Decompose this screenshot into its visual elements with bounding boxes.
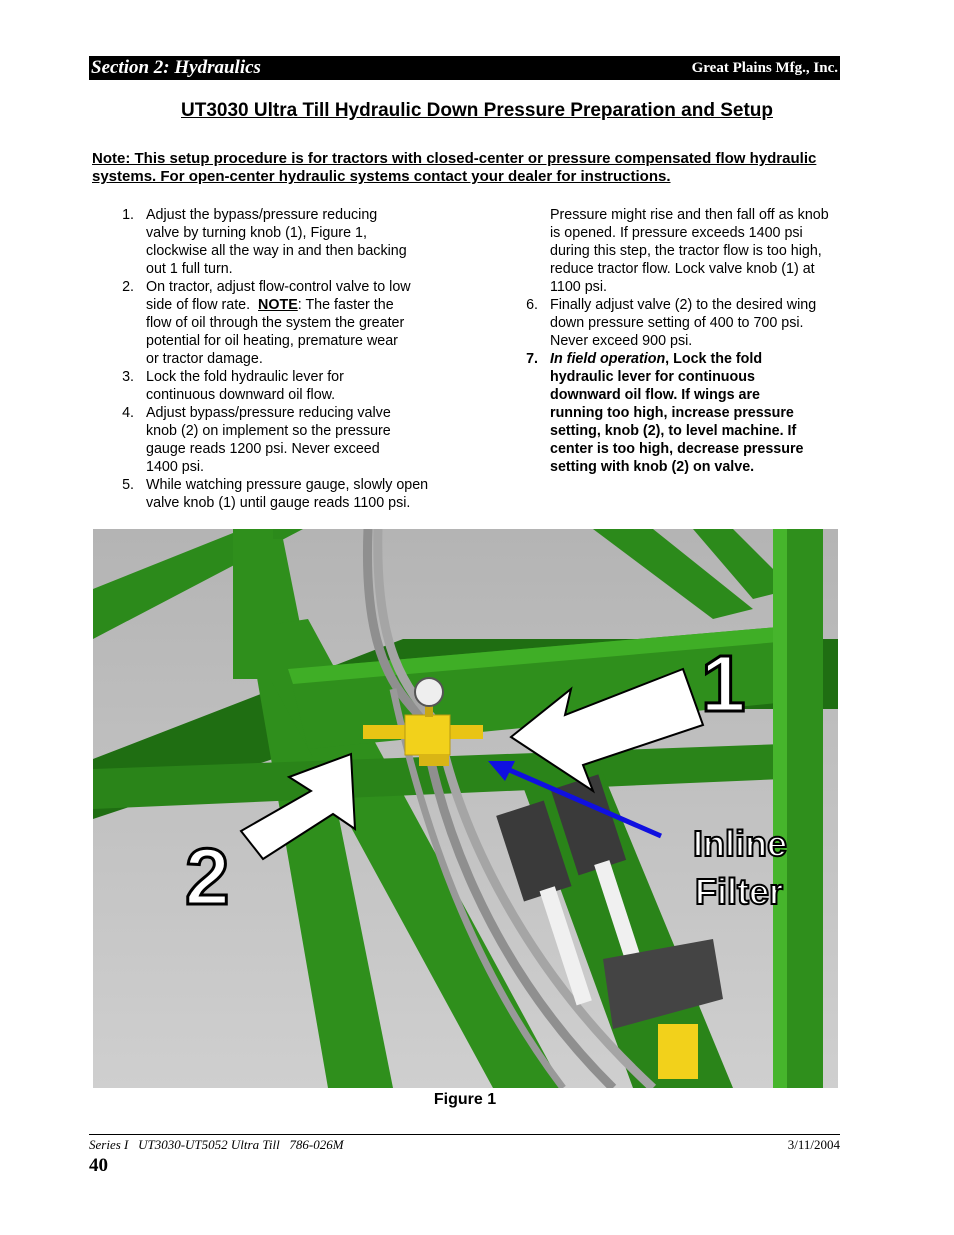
step-4: 4. Adjust bypass/pressure reducing valve knob (2) on implement so the pressure gauge reads 1200 psi. Never exceed 1400 psi. [122,405,391,475]
pressure-gauge-icon [415,678,443,706]
steps-column-left [112,206,462,512]
hydraulic-valve-render [93,529,838,1088]
setup-note: Note: This setup procedure is for tractors with closed-center or pressure compensated flow hydraulic systems. For open-center hydraulic systems contact your dealer for instructions. [92,150,817,185]
filter-label: Filter [695,871,784,912]
step-1: 1. Adjust the bypass/pressure reducing valve by turning knob (1), Figure 1, clockwise all the way in and then backing out 1 full turn. [122,207,407,277]
step-3: 3. Lock the fold hydraulic lever for continuous downward oil flow. [122,369,344,403]
company-name: Great Plains Mfg., Inc. [691,60,838,76]
label-2: 2 [185,832,230,921]
page-number: 40 [89,1155,108,1176]
step-5-continued: Pressure might rise and then fall off as knob is opened. If pressure exceeds 1400 psi during this step, the tractor flow is too high, reduce tractor flow. Lock valve knob (1) at 1100 psi. [550,207,829,295]
footer-rule [89,1134,840,1135]
inline-label: Inline [693,823,788,864]
note-label: NOTE [258,297,298,313]
step-6: 6. Finally adjust valve (2) to the desired wing down pressure setting of 400 to 700 psi. Never exceed 900 psi. [526,297,817,349]
steps-column-right [516,206,861,476]
figure-1-illustration [93,529,838,1088]
section-title: Section 2: Hydraulics [91,57,261,78]
step-2: 2. On tractor, adjust flow-control valve to low side of flow rate. NOTE: The faster the flow of oil through the system the greater potential for oil heating, premature wear or tractor damage. [122,279,411,367]
label-1: 1 [701,639,746,728]
step-7: 7. In field operation, Lock the fold hydraulic lever for continuous downward oil flow. If wings are running too high, increase pressure setting, knob (2), to level machine. If center is too high, decrease pressure setting with knob (2) on valve. [526,351,804,475]
figure-caption: Figure 1 [433,1091,497,1108]
section-header-bar [89,56,840,80]
step-5: 5. While watching pressure gauge, slowly open valve knob (1) until gauge reads 1100 psi. [122,477,429,511]
footer-date: 3/11/2004 [787,1137,840,1152]
page-title: UT3030 Ultra Till Hydraulic Down Pressure Preparation and Setup [181,100,773,121]
footer-series: Series I UT3030-UT5052 Ultra Till 786-026M [89,1137,344,1152]
